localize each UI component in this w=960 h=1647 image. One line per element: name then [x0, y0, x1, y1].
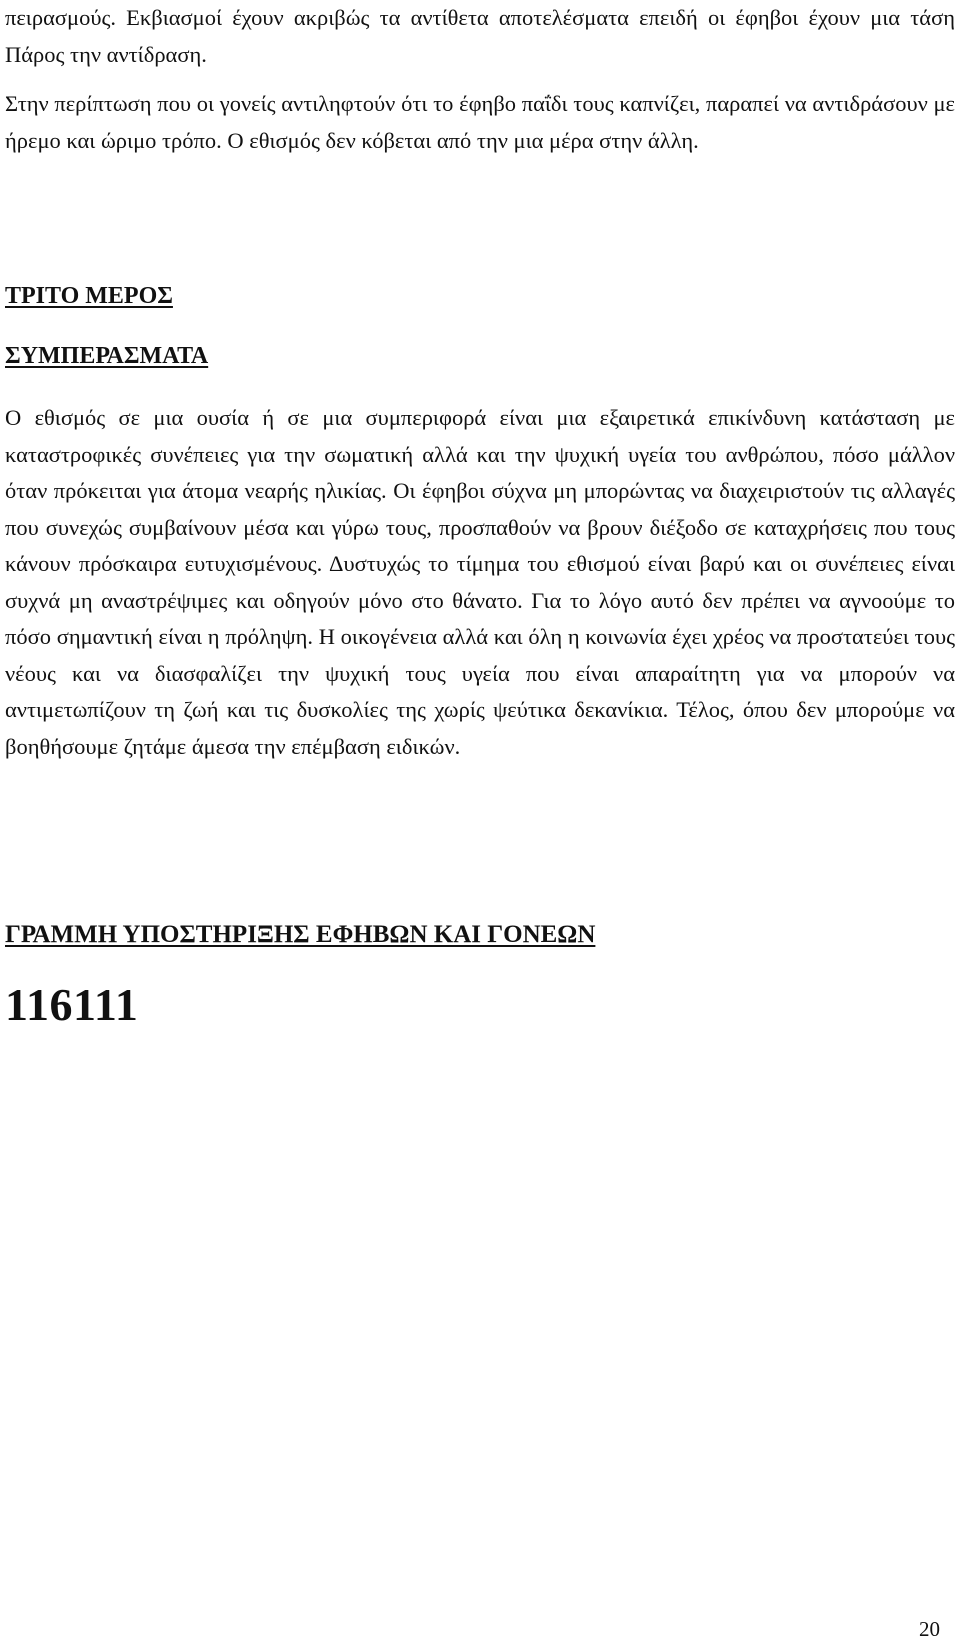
page-number: 20: [919, 1617, 940, 1641]
intro-paragraph: πειρασμούς. Εκβιασμοί έχουν ακριβώς τα αντίθετα αποτελέσματα επειδή οι έφηβοι έχουν μια τάση Πάρος την αντίδραση.: [5, 5, 955, 67]
parents-advice-paragraph: Στην περίπτωση που οι γονείς αντιληφτούν ότι το έφηβο παΐδι τους καπνίζει, παραπεί να αντιδράσουν με ήρεμο και ώριμο τρόπο. Ο εθισμός δεν κόβεται από την μια μέρα στην άλλη.: [5, 91, 955, 153]
helpline-title: ΓΡΑΜΜΗ ΥΠΟΣΤΗΡΙΞΗΣ ΕΦΗΒΩΝ ΚΑΙ ΓΟΝΕΩΝ: [5, 921, 596, 948]
helpline-number: 116111: [5, 979, 139, 1030]
conclusions-paragraph: Ο εθισμός σε μια ουσία ή σε μια συμπεριφορά είναι μια εξαιρετικά επικίνδυνη κατάσταση με καταστροφικές συνέπειες για την σωματική αλλά και την ψυχική υγεία του ανθρώπου, πόσο μάλλον όταν πρόκειται για άτομα νεαρής ηλικίας. Οι έφηβοι σύχνα μη μπορώντας να διαχειριστούν τις αλλαγές που συνεχώς συμβαίνουν μέσα και γύρω τους, προσπαθούν να βρουν διέξοδο σε καταχρήσεις που τους κάνουν πρόσκαιρα ευτυχισμένους. Δυστυχώς το τίμημα του εθισμού είναι βαρύ και οι συνέπειες είναι συχνά μη αναστρέψιμες και οδηγούν μόνο στο θάνατο. Για το λόγο αυτό δεν πρέπει να αγνοούμε το πόσο σημαντική είναι η πρόληψη. Η οικογένεια αλλά και όλη η κοινωνία έχει χρέος να προστατεύει τους νέους και να διασφαλίζει την ψυχική τους υγεία που είναι απαραίτητη για να μπορούν να αντιμετωπίζουν τη ζωή και τις δυσκολίες της χωρίς ψεύτικα δεκανίκια. Τέλος, όπου δεν μπορούμε να βοηθήσουμε ζητάμε άμεσα την επέμβαση ειδικών.: [5, 405, 955, 759]
part-title: ΤΡΙΤΟ ΜΕΡΟΣ: [5, 283, 173, 309]
conclusions-title: ΣΥΜΠΕΡΑΣΜΑΤΑ: [5, 343, 209, 369]
